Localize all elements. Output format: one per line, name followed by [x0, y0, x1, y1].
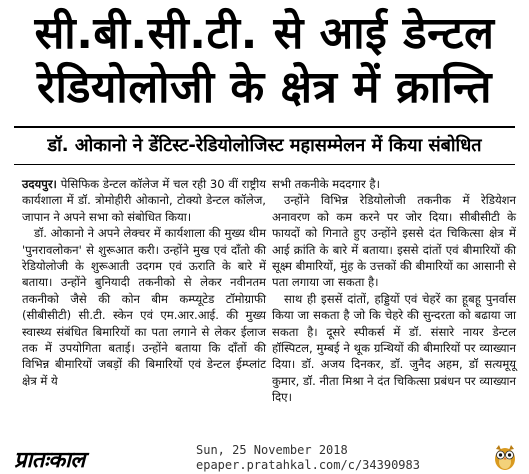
dateline: उदयपुर।	[22, 177, 57, 191]
article-column-right	[272, 176, 516, 438]
paragraph: डॉ. ओकानो ने अपने लेक्चर में कार्यशाला की मुख्य थीम 'पुनरावलोकन' से शुरूआत करी। उन्होंने मुख एवं दाँतो की रेडियोलोजी के शुरूआती उदगम एवं ऊराति के बारे में बताया। उन्होंने बुनियादी तकनीको से लेकर नवीनतम तकनीको जैसे की कोन बीम कम्प्यूटेड टॉमोग्राफी (सीबीसीटी) सी.टी. स्केन एवं एम.आर.आई. की मुख्य स्वास्थ्य संबंधित बिमारियों का पता लगाने से लेकर ईलाज तक में उपयोगिता बताई। उन्होंने बताया कि दाँतों की विभिन्न बीमारियों जबड़ों की बिमारियों एवं डेन्टल ईम्प्लांट क्षेत्र में ये	[22, 226, 266, 388]
headline-line-2: रेडियोलोजी के क्षेत्र में क्रान्ति	[36, 62, 493, 113]
article-body	[22, 176, 516, 438]
paragraph: सभी तकनीके मददगार है।	[272, 177, 380, 191]
subheadline: डॉ. ओकानो ने डेंटिस्ट-रेडियोलोजिस्ट महासम्मेलन में किया संबोधित	[47, 135, 482, 156]
paragraph-text: पेसिफिक डेन्टल कॉलेज में चल रही 30 वीं राष्ट्रीय कार्यशाला में डॉ. त्रोमोहीरी ओकानो, टोक्यो डेन्टल कॉलेज, जापान ने अपने सभा को संबोधित किया।	[22, 177, 267, 224]
publication-date: Sun, 25 November 2018	[196, 443, 348, 457]
headline-line-1: सी.बी.सी.टी. से आई डेन्टल	[34, 8, 495, 59]
paragraph: साथ ही इससें दांतों, हड्डियों एवं चेहरें का हूबहू पुनर्वास किया जा सकता है जो कि चेहरे की सुन्दरता को बढाया जा सकता है। दूसरे स्पीकर्स में डॉ. संसारे नायर डेन्टल हॉस्पिटल, मुम्बई ने थूक ग्रन्थियों की बीमारियों पर व्याख्यान दिया। डॉ. अजय दिनकर, डॉ. जुनैद अहम, डॉ सत्यमूयू कुमार, डॉ. नीता मिश्रा ने दंत चिकित्सा प्रबंधन पर व्याख्यान दिए।	[272, 291, 516, 405]
epaper-url[interactable]: epaper.pratahkal.com/c/34390983	[196, 458, 420, 472]
divider-top	[14, 126, 515, 128]
divider-bottom	[14, 164, 515, 165]
article-column-left	[22, 176, 266, 438]
paragraph: उन्होंने विभिन्न रेडियोलोजी तकनीक में रेडियेशन अनावरण को कम करने पर जोर दिया। सीबीसीटी के फायदों को गिनाते हुए उन्होंने इससे दंत चिकित्सा क्षेत्र में आई क्रांति के बारे में बताया। इससे दांतों एवं बीमारियों की सूक्ष्म बीमारियों, मुंह के उत्तकों की बीमारियों का आसानी से पता लगाया जा सकता है।	[272, 193, 516, 290]
newspaper-logo: प्रातःकाल	[14, 448, 85, 473]
paragraph	[22, 176, 266, 225]
publication-meta	[196, 443, 420, 473]
footer	[0, 443, 529, 473]
owl-icon	[491, 443, 519, 471]
